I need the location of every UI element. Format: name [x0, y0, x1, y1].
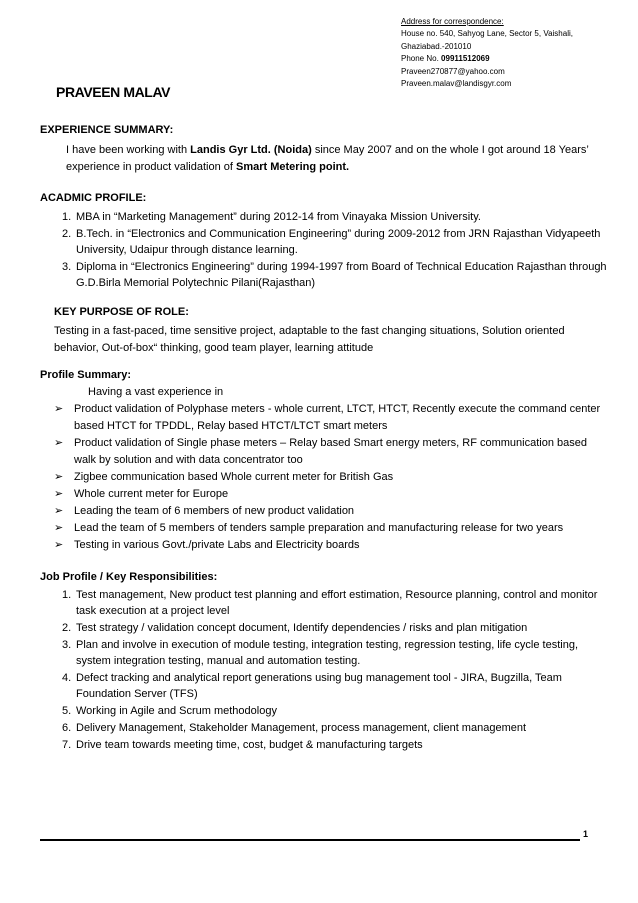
phone-line: [401, 53, 573, 65]
profile-item-text: Product validation of Polyphase meters - whole current, LTCT, HTCT, Recently execute the command center based HTCT for TPDDL, Relay based HTCT/LTCT smart meters: [74, 403, 601, 432]
job-item-text: Test management, New product test planning and effort estimation, Resource planning, control and monitor task execution at a project level: [76, 589, 598, 617]
email-1: Praveen270877@yahoo.com: [401, 66, 505, 76]
profile-heading: Profile Summary:: [40, 369, 132, 381]
address-heading: Address for correspondence:: [401, 17, 504, 26]
list-number: 7.: [62, 739, 72, 751]
list-number: 3.: [62, 639, 72, 651]
phone-label: Phone No.: [401, 54, 439, 64]
job-item: [62, 703, 611, 719]
academic-item-text: MBA in “Marketing Management” during 2012-14 from Vinayaka Mission University.: [76, 211, 481, 223]
job-item-text: Defect tracking and analytical report generations using bug management tool - JIRA, Bugzilla, Team Foundation Server (TFS): [76, 672, 562, 700]
academic-heading: ACADMIC PROFILE:: [40, 192, 147, 204]
list-number: 3.: [62, 261, 72, 273]
list-number: 1.: [62, 211, 72, 223]
experience-heading: EXPERIENCE SUMMARY:: [40, 124, 174, 136]
arrow-bullet-icon: ➢: [54, 539, 64, 551]
footer-divider: [40, 839, 580, 841]
arrow-bullet-icon: ➢: [54, 437, 64, 449]
job-list: [62, 587, 611, 753]
arrow-bullet-icon: ➢: [54, 403, 64, 415]
job-item-text: Drive team towards meeting time, cost, budget & manufacturing targets: [76, 739, 423, 751]
profile-item: [54, 486, 604, 503]
job-item: [62, 620, 611, 636]
profile-intro: Having a vast experience in: [88, 386, 224, 398]
profile-item: [54, 537, 604, 554]
profile-item: [54, 520, 604, 537]
address-block: [401, 16, 573, 90]
experience-area: Smart Metering point.: [236, 161, 350, 173]
page-number: 1: [583, 829, 589, 839]
profile-item: [54, 435, 604, 469]
profile-item-text: Zigbee communication based Whole current meter for British Gas: [74, 471, 394, 483]
profile-item-text: Lead the team of 5 members of tenders sample preparation and manufacturing release for two years: [74, 522, 564, 534]
list-number: 4.: [62, 672, 72, 684]
job-item: [62, 670, 611, 702]
job-item-text: Test strategy / validation concept document, Identify dependencies / risks and plan mitigation: [76, 622, 528, 634]
profile-item: [54, 401, 604, 435]
purpose-heading: KEY PURPOSE OF ROLE:: [54, 306, 189, 318]
profile-item: [54, 503, 604, 520]
list-number: 6.: [62, 722, 72, 734]
job-item-text: Delivery Management, Stakeholder Management, process management, client management: [76, 722, 527, 734]
academic-item: [62, 226, 616, 258]
profile-item-text: Leading the team of 6 members of new product validation: [74, 505, 355, 517]
academic-item: [62, 209, 616, 225]
experience-text: [66, 142, 606, 176]
job-item: [62, 720, 611, 736]
profile-item-text: Testing in various Govt./private Labs and Electricity boards: [74, 539, 360, 551]
list-number: 2.: [62, 228, 72, 240]
list-number: 2.: [62, 622, 72, 634]
phone-number: 09911512069: [441, 54, 490, 64]
profile-list: [54, 401, 604, 554]
job-item: [62, 587, 611, 619]
experience-company: Landis Gyr Ltd. (Noida): [190, 144, 312, 156]
profile-item-text: Product validation of Single phase meters – Relay based Smart energy meters, RF communication based walk by solution and with data concentrator too: [74, 437, 587, 466]
profile-item-text: Whole current meter for Europe: [74, 488, 229, 500]
academic-list: [62, 209, 616, 291]
purpose-text: Testing in a fast-paced, time sensitive project, adaptable to the fast changing situations, Solution oriented behavior, Out-of-box“ thinking, good team player, learning attitude: [54, 325, 565, 354]
profile-item: [54, 469, 604, 486]
experience-text-2: since May 2007 and on the whole I got around 18 Years’ experience in product validation of: [66, 144, 589, 173]
job-heading: Job Profile / Key Responsibilities:: [40, 571, 218, 583]
arrow-bullet-icon: ➢: [54, 471, 64, 483]
academic-item-text: B.Tech. in “Electronics and Communication Engineering” during 2009-2012 from JRN Rajasthan Vidyapeeth University, Udaipur through distance learning.: [76, 228, 601, 256]
arrow-bullet-icon: ➢: [54, 522, 64, 534]
job-item-text: Plan and involve in execution of module testing, integration testing, regression testing, life cycle testing, system integration testing, manual and automation testing.: [76, 639, 579, 667]
arrow-bullet-icon: ➢: [54, 505, 64, 517]
list-number: 5.: [62, 705, 72, 717]
academic-item-text: Diploma in “Electronics Engineering” during 1994-1997 from Board of Technical Education Rajasthan through G.D.Birla Memorial Polytechnic Pilani(Rajasthan): [76, 261, 607, 289]
job-item: [62, 737, 611, 753]
experience-text-1: I have been working with: [66, 144, 191, 156]
job-item: [62, 637, 611, 669]
address-line-2: Ghaziabad.-201010: [401, 41, 472, 51]
address-line-1: House no. 540, Sahyog Lane, Sector 5, Vaishali,: [401, 29, 573, 39]
email-2: Praveen.malav@landisgyr.com: [401, 79, 512, 89]
list-number: 1.: [62, 589, 72, 601]
job-item-text: Working in Agile and Scrum methodology: [76, 705, 277, 717]
academic-item: [62, 259, 616, 291]
arrow-bullet-icon: ➢: [54, 488, 64, 500]
candidate-name: PRAVEEN MALAV: [56, 84, 171, 100]
